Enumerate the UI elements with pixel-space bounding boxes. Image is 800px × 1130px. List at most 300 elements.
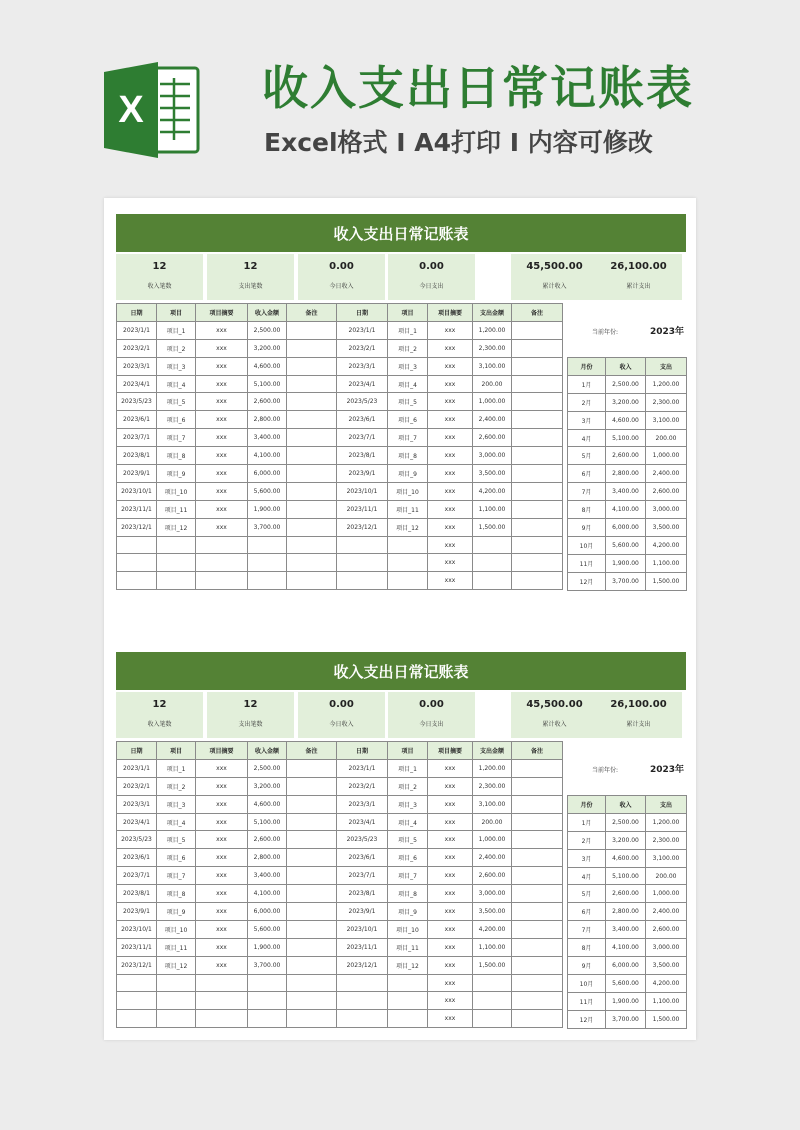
expense-note-cell[interactable] bbox=[512, 482, 563, 500]
month-cell[interactable]: 5月 bbox=[568, 885, 606, 903]
expense-cell[interactable]: 项目_2 bbox=[388, 777, 428, 795]
income-cell[interactable] bbox=[117, 992, 157, 1010]
expense-cell[interactable] bbox=[473, 554, 512, 572]
income-cell[interactable]: xxx bbox=[196, 447, 248, 465]
month-cell[interactable]: 4月 bbox=[568, 867, 606, 885]
income-cell[interactable]: 2023/8/1 bbox=[117, 885, 157, 903]
income-cell[interactable]: 2023/11/1 bbox=[117, 500, 157, 518]
expense-cell[interactable] bbox=[337, 536, 388, 554]
income-cell[interactable] bbox=[117, 572, 157, 590]
month-cell[interactable]: 5,100.00 bbox=[606, 867, 646, 885]
income-note-cell[interactable] bbox=[287, 831, 337, 849]
income-cell[interactable]: 2,500.00 bbox=[248, 759, 287, 777]
income-cell[interactable]: 2023/6/1 bbox=[117, 849, 157, 867]
income-cell[interactable]: xxx bbox=[196, 938, 248, 956]
month-cell[interactable]: 5,600.00 bbox=[606, 536, 646, 554]
month-cell[interactable]: 3月 bbox=[568, 411, 606, 429]
expense-cell[interactable]: 2023/2/1 bbox=[337, 339, 388, 357]
expense-cell[interactable]: xxx bbox=[428, 536, 473, 554]
expense-cell[interactable] bbox=[337, 974, 388, 992]
expense-cell[interactable]: 2023/11/1 bbox=[337, 500, 388, 518]
income-cell[interactable]: 项目_2 bbox=[157, 777, 196, 795]
expense-note-cell[interactable] bbox=[512, 518, 563, 536]
income-cell[interactable]: xxx bbox=[196, 831, 248, 849]
expense-cell[interactable]: 3,500.00 bbox=[473, 903, 512, 921]
income-cell[interactable]: 2023/7/1 bbox=[117, 867, 157, 885]
expense-cell[interactable]: 3,100.00 bbox=[473, 795, 512, 813]
income-cell[interactable] bbox=[248, 974, 287, 992]
income-note-cell[interactable] bbox=[287, 572, 337, 590]
month-cell[interactable]: 3,000.00 bbox=[646, 501, 687, 519]
income-note-cell[interactable] bbox=[287, 759, 337, 777]
income-cell[interactable]: 2023/2/1 bbox=[117, 777, 157, 795]
expense-cell[interactable] bbox=[388, 554, 428, 572]
expense-cell[interactable]: 项目_1 bbox=[388, 321, 428, 339]
month-cell[interactable]: 3,400.00 bbox=[606, 483, 646, 501]
income-cell[interactable] bbox=[157, 974, 196, 992]
expense-cell[interactable]: xxx bbox=[428, 831, 473, 849]
expense-cell[interactable]: 项目_10 bbox=[388, 482, 428, 500]
expense-cell[interactable] bbox=[388, 1010, 428, 1028]
month-cell[interactable]: 4,600.00 bbox=[606, 411, 646, 429]
expense-note-cell[interactable] bbox=[512, 795, 563, 813]
month-cell[interactable]: 3,500.00 bbox=[646, 957, 687, 975]
expense-note-cell[interactable] bbox=[512, 867, 563, 885]
income-cell[interactable]: 项目_10 bbox=[157, 920, 196, 938]
expense-cell[interactable]: 项目_5 bbox=[388, 831, 428, 849]
income-cell[interactable]: 2,500.00 bbox=[248, 321, 287, 339]
expense-cell[interactable] bbox=[388, 536, 428, 554]
month-cell[interactable]: 9月 bbox=[568, 957, 606, 975]
month-cell[interactable]: 9月 bbox=[568, 519, 606, 537]
expense-cell[interactable]: 2023/6/1 bbox=[337, 411, 388, 429]
income-note-cell[interactable] bbox=[287, 393, 337, 411]
expense-cell[interactable]: xxx bbox=[428, 795, 473, 813]
income-cell[interactable]: 项目_1 bbox=[157, 321, 196, 339]
income-cell[interactable]: 3,700.00 bbox=[248, 518, 287, 536]
income-cell[interactable]: 2023/10/1 bbox=[117, 482, 157, 500]
month-cell[interactable]: 1,100.00 bbox=[646, 554, 687, 572]
income-cell[interactable] bbox=[117, 536, 157, 554]
income-cell[interactable]: 2023/12/1 bbox=[117, 518, 157, 536]
income-cell[interactable]: 项目_5 bbox=[157, 393, 196, 411]
month-cell[interactable]: 1月 bbox=[568, 813, 606, 831]
expense-note-cell[interactable] bbox=[512, 992, 563, 1010]
income-cell[interactable]: 5,600.00 bbox=[248, 482, 287, 500]
income-cell[interactable]: 2023/3/1 bbox=[117, 795, 157, 813]
month-cell[interactable]: 1,200.00 bbox=[646, 813, 687, 831]
expense-cell[interactable]: 3,000.00 bbox=[473, 447, 512, 465]
income-cell[interactable]: xxx bbox=[196, 920, 248, 938]
income-cell[interactable]: xxx bbox=[196, 903, 248, 921]
income-note-cell[interactable] bbox=[287, 1010, 337, 1028]
income-cell[interactable] bbox=[248, 992, 287, 1010]
expense-cell[interactable]: 2,600.00 bbox=[473, 429, 512, 447]
expense-cell[interactable]: 2023/5/23 bbox=[337, 831, 388, 849]
income-cell[interactable] bbox=[196, 554, 248, 572]
income-note-cell[interactable] bbox=[287, 411, 337, 429]
month-cell[interactable]: 3,100.00 bbox=[646, 849, 687, 867]
expense-cell[interactable]: 项目_1 bbox=[388, 759, 428, 777]
expense-cell[interactable]: xxx bbox=[428, 938, 473, 956]
month-cell[interactable]: 3,700.00 bbox=[606, 1010, 646, 1028]
expense-cell[interactable]: 项目_4 bbox=[388, 375, 428, 393]
month-cell[interactable]: 1,500.00 bbox=[646, 1010, 687, 1028]
expense-cell[interactable]: xxx bbox=[428, 867, 473, 885]
income-cell[interactable]: 项目_6 bbox=[157, 411, 196, 429]
expense-cell[interactable]: 2,400.00 bbox=[473, 849, 512, 867]
expense-note-cell[interactable] bbox=[512, 903, 563, 921]
expense-note-cell[interactable] bbox=[512, 447, 563, 465]
income-cell[interactable]: 6,000.00 bbox=[248, 903, 287, 921]
income-cell[interactable]: 2023/5/23 bbox=[117, 831, 157, 849]
expense-cell[interactable]: 项目_6 bbox=[388, 849, 428, 867]
expense-cell[interactable]: xxx bbox=[428, 777, 473, 795]
month-cell[interactable]: 2,600.00 bbox=[606, 447, 646, 465]
expense-cell[interactable] bbox=[337, 1010, 388, 1028]
month-cell[interactable]: 5月 bbox=[568, 447, 606, 465]
month-cell[interactable]: 2,600.00 bbox=[646, 921, 687, 939]
month-cell[interactable]: 3,000.00 bbox=[646, 939, 687, 957]
expense-note-cell[interactable] bbox=[512, 920, 563, 938]
income-cell[interactable]: 项目_12 bbox=[157, 956, 196, 974]
income-cell[interactable]: 2023/6/1 bbox=[117, 411, 157, 429]
income-cell[interactable]: 3,200.00 bbox=[248, 339, 287, 357]
income-cell[interactable] bbox=[157, 572, 196, 590]
income-cell[interactable]: 2,600.00 bbox=[248, 831, 287, 849]
income-cell[interactable]: 项目_10 bbox=[157, 482, 196, 500]
income-note-cell[interactable] bbox=[287, 321, 337, 339]
income-cell[interactable]: 项目_8 bbox=[157, 447, 196, 465]
income-cell[interactable]: 2023/7/1 bbox=[117, 429, 157, 447]
income-note-cell[interactable] bbox=[287, 813, 337, 831]
income-note-cell[interactable] bbox=[287, 974, 337, 992]
expense-cell[interactable]: 项目_10 bbox=[388, 920, 428, 938]
income-cell[interactable]: 项目_7 bbox=[157, 429, 196, 447]
income-cell[interactable]: xxx bbox=[196, 777, 248, 795]
income-cell[interactable] bbox=[157, 536, 196, 554]
expense-cell[interactable]: 2023/3/1 bbox=[337, 357, 388, 375]
month-cell[interactable]: 11月 bbox=[568, 992, 606, 1010]
income-cell[interactable]: xxx bbox=[196, 465, 248, 483]
expense-cell[interactable]: xxx bbox=[428, 339, 473, 357]
income-cell[interactable]: 2023/5/23 bbox=[117, 393, 157, 411]
expense-cell[interactable]: 3,000.00 bbox=[473, 885, 512, 903]
expense-note-cell[interactable] bbox=[512, 554, 563, 572]
expense-cell[interactable]: 2023/3/1 bbox=[337, 795, 388, 813]
expense-note-cell[interactable] bbox=[512, 1010, 563, 1028]
month-cell[interactable]: 2月 bbox=[568, 393, 606, 411]
income-cell[interactable]: xxx bbox=[196, 411, 248, 429]
month-cell[interactable]: 3月 bbox=[568, 849, 606, 867]
month-cell[interactable]: 3,400.00 bbox=[606, 921, 646, 939]
expense-cell[interactable]: 2023/11/1 bbox=[337, 938, 388, 956]
month-cell[interactable]: 1,500.00 bbox=[646, 572, 687, 590]
income-cell[interactable]: 项目_8 bbox=[157, 885, 196, 903]
expense-cell[interactable] bbox=[473, 974, 512, 992]
income-cell[interactable] bbox=[196, 974, 248, 992]
month-cell[interactable]: 4月 bbox=[568, 429, 606, 447]
expense-cell[interactable]: 项目_8 bbox=[388, 447, 428, 465]
expense-cell[interactable]: xxx bbox=[428, 974, 473, 992]
expense-cell[interactable]: 2023/12/1 bbox=[337, 956, 388, 974]
expense-cell[interactable]: xxx bbox=[428, 429, 473, 447]
expense-cell[interactable]: 2023/6/1 bbox=[337, 849, 388, 867]
income-cell[interactable]: 4,100.00 bbox=[248, 447, 287, 465]
income-cell[interactable]: 2023/9/1 bbox=[117, 465, 157, 483]
income-cell[interactable] bbox=[248, 554, 287, 572]
income-cell[interactable]: 项目_2 bbox=[157, 339, 196, 357]
expense-cell[interactable]: 1,100.00 bbox=[473, 500, 512, 518]
expense-cell[interactable]: 1,200.00 bbox=[473, 759, 512, 777]
income-note-cell[interactable] bbox=[287, 482, 337, 500]
income-cell[interactable]: 2,800.00 bbox=[248, 849, 287, 867]
expense-note-cell[interactable] bbox=[512, 831, 563, 849]
month-cell[interactable]: 2,400.00 bbox=[646, 903, 687, 921]
income-note-cell[interactable] bbox=[287, 339, 337, 357]
month-cell[interactable]: 3,100.00 bbox=[646, 411, 687, 429]
income-cell[interactable]: 2023/10/1 bbox=[117, 920, 157, 938]
income-cell[interactable]: 2023/8/1 bbox=[117, 447, 157, 465]
income-cell[interactable]: 项目_7 bbox=[157, 867, 196, 885]
expense-cell[interactable]: 项目_9 bbox=[388, 903, 428, 921]
expense-cell[interactable]: 2023/9/1 bbox=[337, 903, 388, 921]
month-cell[interactable]: 8月 bbox=[568, 939, 606, 957]
expense-cell[interactable]: 2023/10/1 bbox=[337, 482, 388, 500]
expense-cell[interactable]: 2023/1/1 bbox=[337, 321, 388, 339]
income-cell[interactable]: 2023/3/1 bbox=[117, 357, 157, 375]
expense-note-cell[interactable] bbox=[512, 813, 563, 831]
month-cell[interactable]: 2,300.00 bbox=[646, 831, 687, 849]
income-cell[interactable]: 3,700.00 bbox=[248, 956, 287, 974]
month-cell[interactable]: 200.00 bbox=[646, 867, 687, 885]
income-cell[interactable]: 1,900.00 bbox=[248, 500, 287, 518]
expense-cell[interactable]: xxx bbox=[428, 321, 473, 339]
income-note-cell[interactable] bbox=[287, 429, 337, 447]
month-cell[interactable]: 10月 bbox=[568, 536, 606, 554]
expense-cell[interactable]: 项目_4 bbox=[388, 813, 428, 831]
expense-note-cell[interactable] bbox=[512, 500, 563, 518]
expense-cell[interactable]: xxx bbox=[428, 920, 473, 938]
expense-cell[interactable]: 项目_9 bbox=[388, 465, 428, 483]
month-cell[interactable]: 12月 bbox=[568, 572, 606, 590]
income-cell[interactable]: 项目_3 bbox=[157, 357, 196, 375]
month-cell[interactable]: 12月 bbox=[568, 1010, 606, 1028]
expense-cell[interactable]: 1,100.00 bbox=[473, 938, 512, 956]
income-cell[interactable]: 4,600.00 bbox=[248, 357, 287, 375]
expense-cell[interactable]: 2,300.00 bbox=[473, 339, 512, 357]
income-cell[interactable]: xxx bbox=[196, 956, 248, 974]
expense-cell[interactable]: 2023/7/1 bbox=[337, 429, 388, 447]
expense-cell[interactable]: 项目_7 bbox=[388, 429, 428, 447]
expense-cell[interactable]: 1,500.00 bbox=[473, 518, 512, 536]
month-cell[interactable]: 4,200.00 bbox=[646, 536, 687, 554]
income-cell[interactable]: xxx bbox=[196, 429, 248, 447]
income-cell[interactable]: xxx bbox=[196, 518, 248, 536]
month-cell[interactable]: 11月 bbox=[568, 554, 606, 572]
income-cell[interactable]: 项目_4 bbox=[157, 813, 196, 831]
income-cell[interactable]: 2023/9/1 bbox=[117, 903, 157, 921]
expense-note-cell[interactable] bbox=[512, 885, 563, 903]
income-cell[interactable]: xxx bbox=[196, 375, 248, 393]
month-cell[interactable]: 4,200.00 bbox=[646, 974, 687, 992]
expense-cell[interactable] bbox=[473, 572, 512, 590]
expense-note-cell[interactable] bbox=[512, 465, 563, 483]
income-cell[interactable]: xxx bbox=[196, 482, 248, 500]
month-cell[interactable]: 1,100.00 bbox=[646, 992, 687, 1010]
month-cell[interactable]: 2,600.00 bbox=[646, 483, 687, 501]
month-cell[interactable]: 5,600.00 bbox=[606, 974, 646, 992]
income-cell[interactable]: 3,400.00 bbox=[248, 867, 287, 885]
expense-cell[interactable]: 2023/8/1 bbox=[337, 885, 388, 903]
expense-cell[interactable]: xxx bbox=[428, 849, 473, 867]
expense-note-cell[interactable] bbox=[512, 572, 563, 590]
expense-cell[interactable] bbox=[473, 992, 512, 1010]
income-cell[interactable] bbox=[248, 572, 287, 590]
expense-cell[interactable]: 2,600.00 bbox=[473, 867, 512, 885]
income-note-cell[interactable] bbox=[287, 518, 337, 536]
income-cell[interactable]: 项目_12 bbox=[157, 518, 196, 536]
month-cell[interactable]: 8月 bbox=[568, 501, 606, 519]
expense-cell[interactable]: xxx bbox=[428, 482, 473, 500]
income-cell[interactable]: 2023/4/1 bbox=[117, 375, 157, 393]
income-note-cell[interactable] bbox=[287, 465, 337, 483]
income-note-cell[interactable] bbox=[287, 849, 337, 867]
expense-cell[interactable]: 项目_12 bbox=[388, 956, 428, 974]
income-cell[interactable]: 5,100.00 bbox=[248, 813, 287, 831]
expense-cell[interactable]: 2023/1/1 bbox=[337, 759, 388, 777]
expense-note-cell[interactable] bbox=[512, 375, 563, 393]
expense-cell[interactable]: 200.00 bbox=[473, 813, 512, 831]
expense-note-cell[interactable] bbox=[512, 849, 563, 867]
income-cell[interactable] bbox=[248, 536, 287, 554]
expense-note-cell[interactable] bbox=[512, 321, 563, 339]
month-cell[interactable]: 3,200.00 bbox=[606, 831, 646, 849]
expense-note-cell[interactable] bbox=[512, 411, 563, 429]
income-note-cell[interactable] bbox=[287, 903, 337, 921]
income-cell[interactable] bbox=[117, 554, 157, 572]
income-cell[interactable]: 项目_4 bbox=[157, 375, 196, 393]
expense-cell[interactable]: 1,000.00 bbox=[473, 393, 512, 411]
expense-note-cell[interactable] bbox=[512, 339, 563, 357]
income-cell[interactable]: 1,900.00 bbox=[248, 938, 287, 956]
expense-cell[interactable]: xxx bbox=[428, 1010, 473, 1028]
income-cell[interactable]: xxx bbox=[196, 795, 248, 813]
expense-cell[interactable]: 4,200.00 bbox=[473, 482, 512, 500]
income-cell[interactable] bbox=[196, 992, 248, 1010]
income-cell[interactable]: 2,600.00 bbox=[248, 393, 287, 411]
expense-cell[interactable]: 项目_11 bbox=[388, 500, 428, 518]
month-cell[interactable]: 200.00 bbox=[646, 429, 687, 447]
expense-cell[interactable]: 2023/4/1 bbox=[337, 813, 388, 831]
expense-cell[interactable]: 项目_6 bbox=[388, 411, 428, 429]
expense-cell[interactable]: 项目_11 bbox=[388, 938, 428, 956]
expense-cell[interactable]: 2023/10/1 bbox=[337, 920, 388, 938]
expense-note-cell[interactable] bbox=[512, 938, 563, 956]
income-cell[interactable]: 2023/1/1 bbox=[117, 321, 157, 339]
expense-cell[interactable]: xxx bbox=[428, 411, 473, 429]
income-cell[interactable]: xxx bbox=[196, 849, 248, 867]
expense-cell[interactable]: 2023/7/1 bbox=[337, 867, 388, 885]
expense-cell[interactable]: xxx bbox=[428, 465, 473, 483]
expense-cell[interactable]: xxx bbox=[428, 393, 473, 411]
income-cell[interactable]: 3,400.00 bbox=[248, 429, 287, 447]
expense-cell[interactable]: 200.00 bbox=[473, 375, 512, 393]
expense-cell[interactable]: 2023/12/1 bbox=[337, 518, 388, 536]
expense-cell[interactable] bbox=[337, 572, 388, 590]
income-cell[interactable]: 项目_9 bbox=[157, 903, 196, 921]
income-cell[interactable]: xxx bbox=[196, 393, 248, 411]
month-cell[interactable]: 7月 bbox=[568, 921, 606, 939]
expense-cell[interactable]: 2023/5/23 bbox=[337, 393, 388, 411]
income-cell[interactable]: 2023/1/1 bbox=[117, 759, 157, 777]
month-cell[interactable]: 5,100.00 bbox=[606, 429, 646, 447]
expense-cell[interactable]: 3,500.00 bbox=[473, 465, 512, 483]
expense-cell[interactable]: 2,300.00 bbox=[473, 777, 512, 795]
expense-cell[interactable]: 4,200.00 bbox=[473, 920, 512, 938]
expense-cell[interactable]: xxx bbox=[428, 885, 473, 903]
income-note-cell[interactable] bbox=[287, 375, 337, 393]
expense-cell[interactable]: xxx bbox=[428, 759, 473, 777]
month-cell[interactable]: 4,600.00 bbox=[606, 849, 646, 867]
income-cell[interactable]: xxx bbox=[196, 500, 248, 518]
expense-cell[interactable]: 项目_3 bbox=[388, 357, 428, 375]
month-cell[interactable]: 1,900.00 bbox=[606, 554, 646, 572]
income-note-cell[interactable] bbox=[287, 920, 337, 938]
income-cell[interactable] bbox=[157, 554, 196, 572]
income-cell[interactable] bbox=[196, 536, 248, 554]
income-cell[interactable]: 项目_1 bbox=[157, 759, 196, 777]
income-cell[interactable] bbox=[117, 1010, 157, 1028]
expense-cell[interactable] bbox=[473, 536, 512, 554]
expense-cell[interactable]: 2023/2/1 bbox=[337, 777, 388, 795]
expense-note-cell[interactable] bbox=[512, 393, 563, 411]
month-cell[interactable]: 4,100.00 bbox=[606, 939, 646, 957]
expense-cell[interactable]: xxx bbox=[428, 956, 473, 974]
expense-cell[interactable]: xxx bbox=[428, 554, 473, 572]
month-cell[interactable]: 2,400.00 bbox=[646, 465, 687, 483]
income-cell[interactable]: 5,600.00 bbox=[248, 920, 287, 938]
income-cell[interactable]: 3,200.00 bbox=[248, 777, 287, 795]
month-cell[interactable]: 2,300.00 bbox=[646, 393, 687, 411]
income-cell[interactable]: 6,000.00 bbox=[248, 465, 287, 483]
income-cell[interactable] bbox=[157, 992, 196, 1010]
expense-note-cell[interactable] bbox=[512, 956, 563, 974]
expense-cell[interactable]: 项目_12 bbox=[388, 518, 428, 536]
expense-note-cell[interactable] bbox=[512, 777, 563, 795]
expense-cell[interactable]: xxx bbox=[428, 903, 473, 921]
expense-cell[interactable]: xxx bbox=[428, 375, 473, 393]
month-cell[interactable]: 3,700.00 bbox=[606, 572, 646, 590]
income-cell[interactable]: 项目_5 bbox=[157, 831, 196, 849]
income-cell[interactable]: xxx bbox=[196, 321, 248, 339]
income-cell[interactable]: xxx bbox=[196, 759, 248, 777]
expense-cell[interactable]: xxx bbox=[428, 357, 473, 375]
month-cell[interactable]: 6,000.00 bbox=[606, 957, 646, 975]
income-note-cell[interactable] bbox=[287, 536, 337, 554]
income-cell[interactable]: xxx bbox=[196, 813, 248, 831]
income-cell[interactable]: 2023/4/1 bbox=[117, 813, 157, 831]
month-cell[interactable]: 6月 bbox=[568, 465, 606, 483]
month-cell[interactable]: 10月 bbox=[568, 974, 606, 992]
income-note-cell[interactable] bbox=[287, 867, 337, 885]
expense-cell[interactable]: 项目_8 bbox=[388, 885, 428, 903]
expense-cell[interactable]: xxx bbox=[428, 813, 473, 831]
expense-note-cell[interactable] bbox=[512, 536, 563, 554]
income-cell[interactable] bbox=[117, 974, 157, 992]
expense-cell[interactable]: 2023/8/1 bbox=[337, 447, 388, 465]
month-cell[interactable]: 3,500.00 bbox=[646, 519, 687, 537]
